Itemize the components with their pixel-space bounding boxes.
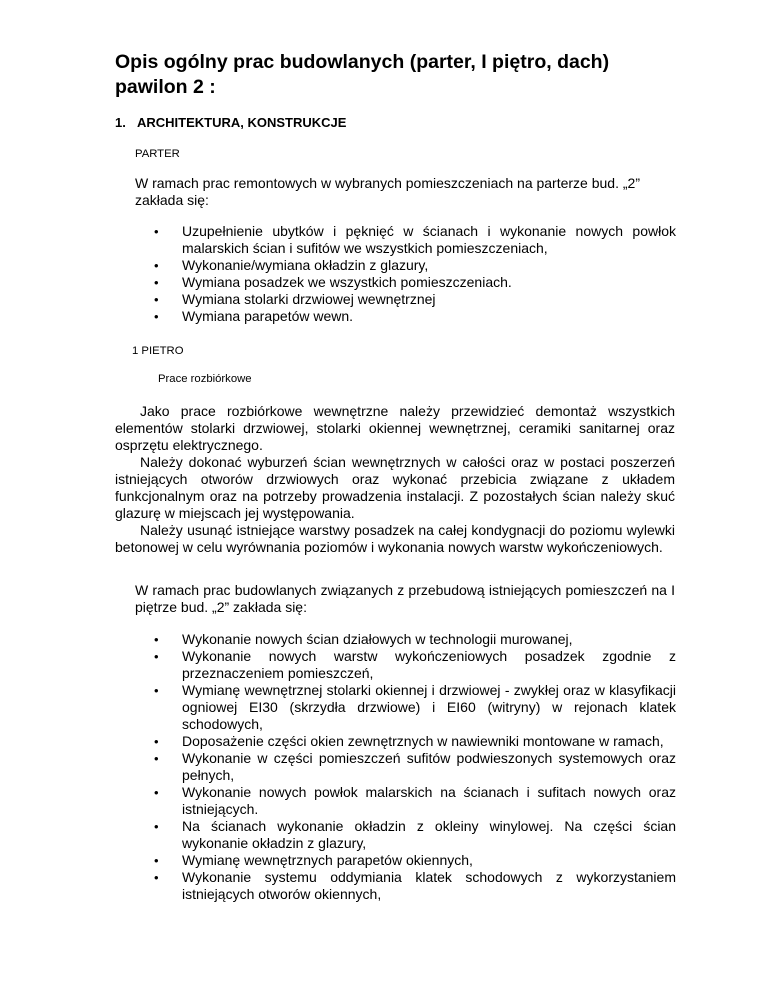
section-heading: [115, 115, 346, 131]
list-item: • Uzupełnienie ubytków i pęknięć w ścianach i wykonanie nowych powłok malarskich ścian i sufitów we wszystkich pomieszczeniach,: [136, 223, 676, 257]
pietro-intro: W ramach prac budowlanych związanych z przebudową istniejących pomieszczeń na I piętrze bud. „2” zakłada się:: [135, 582, 675, 615]
list-item: • Wykonanie nowych powłok malarskich na ścianach i sufitach nowych oraz istniejących.: [136, 784, 676, 818]
list-item: • Wymianę wewnętrznych parapetów okiennych,: [136, 852, 676, 869]
list-item: • Na ścianach wykonanie okładzin z okleiny winylowej. Na części ścian wykonanie okładzin z glazury,: [136, 818, 676, 852]
list-item: • Wykonanie nowych ścian działowych w technologii murowanej,: [136, 631, 676, 648]
list-item: • Wymiana parapetów wewn.: [136, 308, 676, 325]
parter-list: [136, 223, 676, 325]
list-item: • Wymiana stolarki drzwiowej wewnętrznej: [136, 291, 676, 308]
list-item: • Wykonanie nowych warstw wykończeniowych posadzek zgodnie z przeznaczeniem pomieszczeń,: [136, 648, 676, 682]
list-item: • Wykonanie w części pomieszczeń sufitów podwieszonych systemowych oraz pełnych,: [136, 750, 676, 784]
pietro-list: [136, 631, 676, 903]
pietro-sublabel: Prace rozbiórkowe: [158, 373, 252, 385]
list-item: • Wykonanie systemu oddymiania klatek schodowych z wykorzystaniem istniejących otworów okiennych,: [136, 869, 676, 903]
section-title: ARCHITEKTURA, KONSTRUKCJE: [137, 115, 347, 130]
parter-label: PARTER: [135, 148, 180, 160]
page-title: Opis ogólny prac budowlanych (parter, I piętro, dach) pawilon 2 :: [115, 51, 610, 98]
section-number: 1.: [115, 115, 126, 130]
parter-intro: W ramach prac remontowych w wybranych pomieszczeniach na parterze bud. „2” zakłada się:: [135, 175, 640, 208]
list-item: • Wymiana posadzek we wszystkich pomieszczeniach.: [136, 274, 676, 291]
demolition-paragraph-2: Należy dokonać wyburzeń ścian wewnętrznych w całości oraz w postaci poszerzeń istniejących otworów drzwiowych oraz wykonać przebicia związane z układem funkcjonalnym oraz na potrzeby prowadzenia instalacji. Z pozostałych ścian należy skuć glazurę w miejscach jej występowania.: [115, 454, 675, 521]
list-item: • Wykonanie/wymiana okładzin z glazury,: [136, 257, 676, 274]
demolition-paragraph-1: Jako prace rozbiórkowe wewnętrzne należy przewidzieć demontaż wszystkich elementów stolarki drzwiowej, stolarki okiennej wewnętrznej, ceramiki sanitarnej oraz osprzętu elektrycznego.: [115, 403, 675, 453]
list-item: • Wymianę wewnętrznej stolarki okiennej i drzwiowej - zwykłej oraz w klasyfikacji ogniowej EI30 (skrzydła drzwiowe) i EI60 (witryny) w rejonach klatek schodowych,: [136, 682, 676, 733]
list-item: • Doposażenie części okien zewnętrznych w nawiewniki montowane w ramach,: [136, 733, 676, 750]
demolition-paragraph-3: Należy usunąć istniejące warstwy posadzek na całej kondygnacji do poziomu wylewki betonowej w celu wyrównania poziomów i wykonania nowych warstw wykończeniowych.: [115, 522, 675, 555]
pietro-label: 1 PIETRO: [132, 345, 184, 357]
